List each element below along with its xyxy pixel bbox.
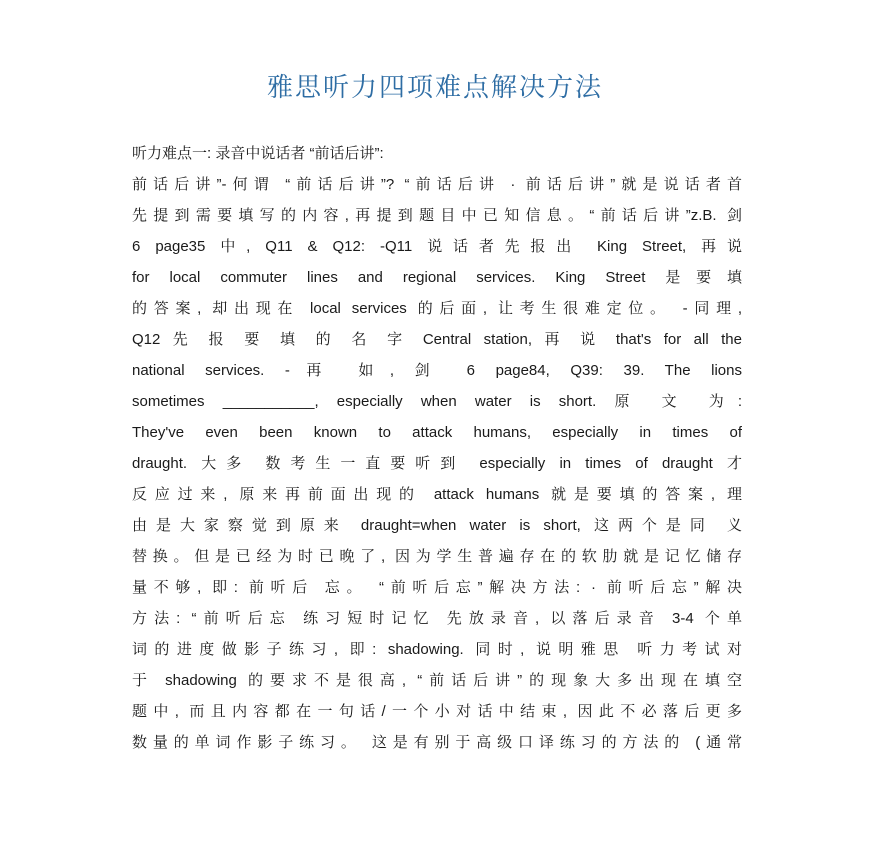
text-line: 词的进度做影子练习, 即: shadowing. 同时, 说明雅思 听力考试对 bbox=[132, 641, 742, 658]
text-line: 前话后讲”-何谓 “前话后讲”? “前话后讲 · 前话后讲”就是说话者首 bbox=[132, 176, 742, 193]
document-body bbox=[132, 138, 742, 758]
document-title: 雅思听力四项难点解决方法 bbox=[266, 73, 603, 103]
text-line: 反应过来, 原来再前面出现的 attack humans 就是要填的答案, 理 bbox=[132, 486, 742, 503]
text-line: sometimes ___________, especially when water is short. 原 文 为: bbox=[132, 393, 742, 410]
section-heading: 听力难点一: 录音中说话者 “前话后讲”: bbox=[132, 145, 384, 162]
text-line: 替换。但是已经为时已晚了, 因为学生普遍存在的软肋就是记忆储存 bbox=[132, 548, 742, 565]
text-line: 量不够, 即: 前听后 忘。 “前听后忘”解决方法: · 前听后忘”解决 bbox=[132, 579, 742, 596]
text-line: 6 page35 中, Q11 & Q12: -Q11 说话者先报出 King Street, 再说 bbox=[132, 238, 742, 255]
text-line: 由是大家察觉到原来 draught=when water is short, 这两个是同 义 bbox=[132, 517, 742, 534]
text-line: 先提到需要填写的内容,再提到题目中已知信息。“前话后讲”z.B. 剑 bbox=[132, 207, 742, 224]
text-line: for local commuter lines and regional services. King Street 是要填 bbox=[132, 269, 742, 286]
text-line: 方法: “前听后忘 练习短时记忆 先放录音, 以落后录音 3-4 个单 bbox=[132, 610, 742, 627]
text-line: Q12 先 报 要 填 的 名 字 Central station, 再 说 that's for all the bbox=[132, 331, 742, 348]
text-line: national services. -再 如, 剑 6 page84, Q39: 39. The lions bbox=[132, 362, 742, 379]
text-line: They've even been known to attack humans, especially in times of bbox=[132, 424, 742, 441]
text-line: 题中, 而且内容都在一句话/一个小对话中结束, 因此不必落后更多 bbox=[132, 703, 742, 720]
text-line: draught. 大多 数考生一直要听到 especially in times of draught 才 bbox=[132, 455, 742, 472]
text-line: 的答案, 却出现在 local services 的后面, 让考生很难定位。 -同理, bbox=[132, 300, 742, 317]
text-line: 数量的单词作影子练习。 这是有别于高级口译练习的方法的 (通常 bbox=[132, 734, 742, 751]
text-line: 于 shadowing 的要求不是很高, “前话后讲”的现象大多出现在填空 bbox=[132, 672, 742, 689]
